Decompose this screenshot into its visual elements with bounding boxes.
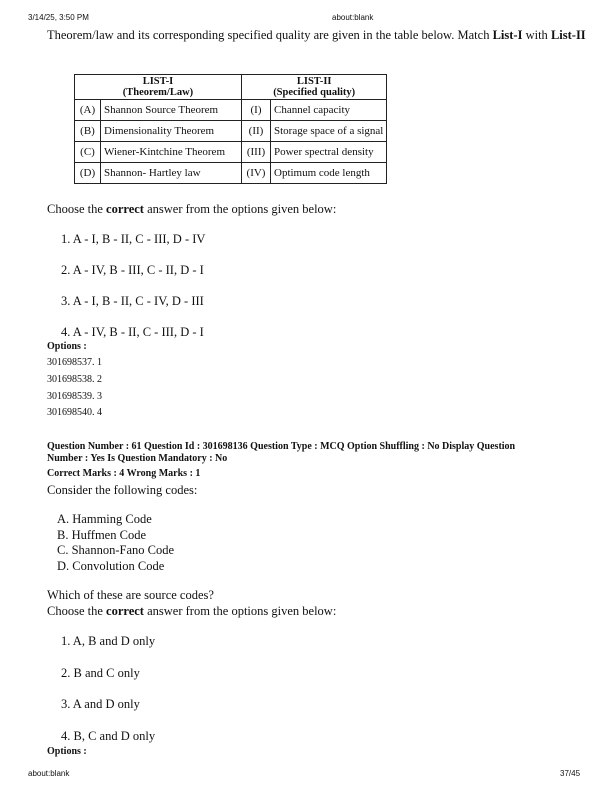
options-label-2: Options : <box>47 746 87 757</box>
choose-rest: answer from the options given below: <box>143 604 337 618</box>
code-item: C. Shannon-Fano Code <box>57 543 175 557</box>
option-id: 301698538. 2 <box>47 374 102 385</box>
table-row <box>75 100 387 121</box>
row-theorem: Shannon Source Theorem <box>101 100 242 121</box>
question-meta-line2: Number : Yes Is Question Mandatory : No <box>47 453 228 464</box>
answer-option-4[interactable]: 4. A - IV, B - II, C - III, D - I <box>61 325 204 339</box>
marks-info: Correct Marks : 4 Wrong Marks : 1 <box>47 468 201 479</box>
table-row <box>75 142 387 163</box>
choose-instruction-2 <box>47 604 336 619</box>
row-id: (D) <box>75 163 101 184</box>
option-id: 301698537. 1 <box>47 357 102 368</box>
list2-subtitle: (Specified quality) <box>273 87 356 98</box>
answer-option-2[interactable]: 2. B and C only <box>61 666 140 680</box>
row-quality-id: (II) <box>242 121 271 142</box>
choose-text: Choose the <box>47 202 107 216</box>
match-table <box>74 74 387 184</box>
row-quality-id: (I) <box>242 100 271 121</box>
code-item: B. Huffmen Code <box>57 528 146 542</box>
table-row <box>75 163 387 184</box>
row-theorem: Dimensionality Theorem <box>101 121 242 142</box>
print-page-title: about:blank <box>332 13 374 22</box>
which-question: Which of these are source codes? <box>47 588 214 602</box>
row-quality: Power spectral density <box>271 142 387 163</box>
intro-text: Theorem/law and its corresponding specified quality are given in the table below. Match <box>47 28 493 42</box>
footer-url: about:blank <box>28 769 70 778</box>
row-id: (B) <box>75 121 101 142</box>
row-quality-id: (IV) <box>242 163 271 184</box>
answer-option-3[interactable]: 3. A - I, B - II, C - IV, D - III <box>61 294 204 308</box>
options-label: Options : <box>47 341 87 352</box>
print-datetime: 3/14/25, 3:50 PM <box>28 13 89 22</box>
choose-correct: correct <box>106 202 144 216</box>
choose-rest: answer from the options given below: <box>143 202 337 216</box>
code-item: D. Convolution Code <box>57 559 165 573</box>
option-id: 301698540. 4 <box>47 407 102 418</box>
choose-instruction <box>47 202 336 217</box>
answer-option-1[interactable]: 1. A - I, B - II, C - III, D - IV <box>61 232 206 246</box>
row-quality-id: (III) <box>242 142 271 163</box>
list1-header <box>75 75 242 100</box>
answer-option-4[interactable]: 4. B, C and D only <box>61 729 156 743</box>
answer-option-1[interactable]: 1. A, B and D only <box>61 634 156 648</box>
page-number: 37/45 <box>560 769 581 778</box>
row-id: (A) <box>75 100 101 121</box>
list2-header <box>242 75 387 100</box>
question-meta <box>47 441 587 465</box>
row-quality: Storage space of a signal <box>271 121 387 142</box>
intro-with: with <box>522 28 551 42</box>
answer-option-2[interactable]: 2. A - IV, B - III, C - II, D - I <box>61 263 204 277</box>
code-item: A. Hamming Code <box>57 512 152 526</box>
list2-title: LIST-II <box>296 76 332 87</box>
row-theorem: Wiener-Kintchine Theorem <box>101 142 242 163</box>
question-intro <box>47 28 587 43</box>
question-meta-line1: Question Number : 61 Question Id : 301698136 Question Type : MCQ Option Shuffling : No Display Question <box>47 441 516 452</box>
choose-correct: correct <box>106 604 144 618</box>
answer-option-3[interactable]: 3. A and D only <box>61 697 140 711</box>
row-quality: Optimum code length <box>271 163 387 184</box>
row-id: (C) <box>75 142 101 163</box>
table-header-row <box>75 75 387 100</box>
row-theorem: Shannon- Hartley law <box>101 163 242 184</box>
choose-text: Choose the <box>47 604 107 618</box>
list1-subtitle: (Theorem/Law) <box>122 87 194 98</box>
intro-list1: List-I <box>492 28 523 42</box>
intro-list2: List-II <box>550 28 586 42</box>
table-row <box>75 121 387 142</box>
row-quality: Channel capacity <box>271 100 387 121</box>
list1-title: LIST-I <box>142 76 174 87</box>
option-id: 301698539. 3 <box>47 391 102 402</box>
question-intro-2: Consider the following codes: <box>47 483 198 497</box>
